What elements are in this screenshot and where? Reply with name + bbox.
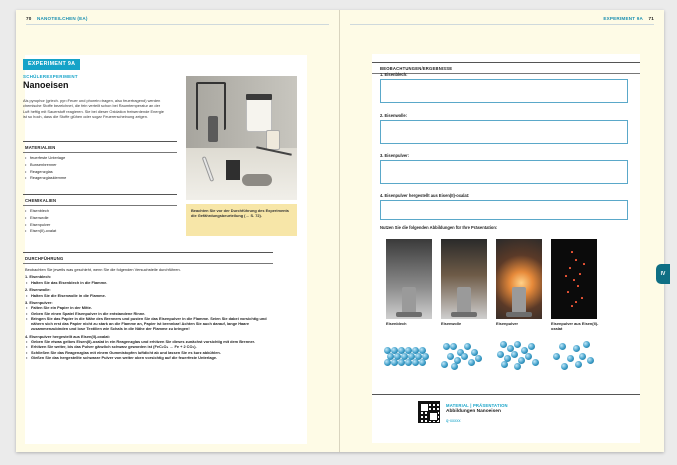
chemicals-box <box>23 194 177 235</box>
right-page-content <box>340 10 664 452</box>
molecule-dot <box>451 363 458 370</box>
molecule-dot <box>511 351 518 358</box>
molecule-dot <box>500 341 507 348</box>
list-item: • Eisen(II)-oxalat <box>25 228 177 235</box>
molecule-dot <box>419 359 426 366</box>
question-label: 1. Eisenblech: <box>380 72 408 77</box>
list-item: • Gießen Sie das hergestellte schwarze Pulver von weiter oben vorsichtig auf die feuerfeste Unterlage. <box>25 355 271 360</box>
molecule-dot <box>573 345 580 352</box>
molecule-dot <box>441 361 448 368</box>
iron-wool-shape <box>242 174 272 186</box>
chemicals-list <box>23 206 177 235</box>
list-item: • Bunsenbrenner <box>25 162 177 169</box>
list-item: • Eisenwolle <box>25 215 177 222</box>
image-caption: Eisenwolle <box>441 321 462 326</box>
list-item: • Erhitzen Sie weiter, bis das Pulver gänzlich schwarz geworden ist (FeC₂O₄ → Fe + 2 CO₂). <box>25 344 271 349</box>
molecule-cluster <box>549 339 599 369</box>
image-caption: Eisenpulver <box>496 321 519 326</box>
spark-dot <box>571 251 573 253</box>
materials-list <box>23 153 177 182</box>
list-item: • Eisenblech <box>25 208 177 215</box>
chapter-title-right: EXPERIMENT 9A <box>603 16 643 21</box>
step-label: 2. Eisenwolle: <box>25 287 51 293</box>
header-rule <box>26 24 329 25</box>
spark-dot <box>575 301 577 303</box>
left-page-header <box>26 16 88 21</box>
molecule-dot <box>468 359 475 366</box>
list-item: • Falten Sie ein Papier in der Mitte. <box>25 305 271 310</box>
molecule-dot <box>587 357 594 364</box>
list-item: • Halten Sie das Eisenblech in die Flamme. <box>25 280 271 285</box>
molecule-dot <box>583 341 590 348</box>
molecule-dot <box>464 343 471 350</box>
equipment-photo <box>186 76 297 200</box>
experiment-type: SCHÜLEREXPERIMENT <box>23 74 78 79</box>
observations-title: BEOBACHTUNGEN/ERGEBNISSE <box>372 63 640 74</box>
molecule-dot <box>559 343 566 350</box>
media-code-link[interactable]: q-xxxxx <box>446 418 461 423</box>
chemicals-title: CHEMIKALIEN <box>23 195 177 206</box>
list-item: • Geben Sie etwas gelbes Eisen(II)-oxalat in ein Reagenzglas und erhitzen Sie dieses zunächst vorsichtig mit dem Brenner. <box>25 339 271 344</box>
molecule-cluster <box>384 339 434 369</box>
qr-code-icon[interactable] <box>418 401 440 423</box>
photo-eisenpulver <box>496 239 542 319</box>
molecule-dot <box>384 359 391 366</box>
spark-dot <box>577 285 579 287</box>
procedure-lead: Beobachten Sie jeweils was geschieht, wenn Sie die folgenden Versuchsteile durchführen. <box>25 267 181 272</box>
spark-dot <box>575 259 577 261</box>
photo-eisenblech <box>386 239 432 319</box>
experiment-badge: EXPERIMENT 9A <box>23 59 80 70</box>
materials-title: MATERIALIEN <box>23 142 177 153</box>
molecule-dot <box>514 341 521 348</box>
list-item: • Reagenzglas <box>25 169 177 176</box>
molecule-dot <box>391 359 398 366</box>
spark-dot <box>569 267 571 269</box>
chapter-title: NANOTEILCHEN (EA) <box>37 16 88 21</box>
molecule-dot <box>532 359 539 366</box>
molecule-dot <box>561 363 568 370</box>
image-caption: Eisenblech <box>386 321 407 326</box>
molecule-cluster <box>439 339 489 369</box>
molecule-dot <box>443 343 450 350</box>
page-number-right: 71 <box>648 16 654 21</box>
molecule-dot <box>405 359 412 366</box>
list-item: • Halten Sie die Eisenwolle in die Flamme. <box>25 293 271 298</box>
spark-dot <box>583 263 585 265</box>
list-item: • feuerfeste Unterlage <box>25 155 177 162</box>
chemical-jar-shape <box>246 98 272 132</box>
media-kicker: MATERIAL | PRÄSENTATION <box>446 403 508 408</box>
media-title: Abbildungen Nanoeisen <box>446 409 501 414</box>
molecule-dot <box>528 343 535 350</box>
molecule-dot <box>553 353 560 360</box>
list-item: • Reagenzglasklemme <box>25 175 177 182</box>
question-label: 2. Eisenwolle: <box>380 113 408 118</box>
spark-dot <box>565 275 567 277</box>
answer-field[interactable] <box>380 160 628 184</box>
answer-field[interactable] <box>380 79 628 103</box>
answer-field[interactable] <box>380 200 628 220</box>
molecule-dot <box>398 359 405 366</box>
molecule-dot <box>412 359 419 366</box>
answer-field[interactable] <box>380 120 628 144</box>
molecule-dot <box>461 353 468 360</box>
procedure-box <box>23 252 273 361</box>
molecule-dot <box>575 361 582 368</box>
burner-shape <box>208 116 218 142</box>
intro-text: Als pyrophor (griech. pyr=Feuer und phorein=tragen, also feuertragend) werden chemische Stoffe bezeichnet, die fein verteilt schon bei Raumtemperatur an der Luft heftig mit Sauerstoff reagieren. Sie bei dieser Oxidation freiwerdende Energie ist so hoch, dass die Stoffe glühen oder sogar Feuererscheinung zeigen. <box>23 98 164 120</box>
experiment-title: Nanoeisen <box>23 80 69 90</box>
images-prompt: Nutzen Sie die folgenden Abbildungen für Ihre Präsentation: <box>380 225 498 230</box>
small-jar-shape <box>266 130 280 150</box>
molecule-dot <box>497 351 504 358</box>
safety-note: Beachten Sie vor der Durchführung des Experiments die Gefährdungsbeurteilung (→ S. 72). <box>186 204 297 236</box>
step-label: 4. Eisenpulver hergestellt aus Eisen(II)-oxalat: <box>25 333 110 339</box>
molecule-dot <box>567 355 574 362</box>
molecule-dot <box>514 363 521 370</box>
photo-eisenoxalat <box>551 239 597 319</box>
question-label: 4. Eisenpulver hergestellt aus Eisen(II)-oxalat: <box>380 193 470 198</box>
observations-box <box>372 62 640 74</box>
media-box <box>372 394 640 395</box>
page-number: 70 <box>26 16 32 21</box>
list-item: • Geben Sie einen Spatel Eisenpulver in die entstandene Rinne. <box>25 311 271 316</box>
question-label: 3. Eisenpulver: <box>380 153 410 158</box>
chapter-tab: IV <box>656 264 670 284</box>
materials-box <box>23 141 177 182</box>
photo-eisenwolle <box>441 239 487 319</box>
molecule-cluster <box>494 339 544 369</box>
step-label: 3. Eisenpulver: <box>25 299 53 305</box>
spark-dot <box>579 273 581 275</box>
molecule-dot <box>450 343 457 350</box>
molecule-dot <box>579 353 586 360</box>
spark-dot <box>567 291 569 293</box>
procedure-title: DURCHFÜHRUNG <box>23 253 273 264</box>
spark-dot <box>573 279 575 281</box>
list-item: • Schließen Sie das Reagenzglas mit einem Gummistopfen luftdicht ab und lassen Sie es kurz abkühlen. <box>25 350 271 355</box>
spark-dot <box>581 297 583 299</box>
image-caption: Eisenpulver aus Eisen(II)-oxalat <box>551 321 599 331</box>
iron-plate-shape <box>226 160 240 180</box>
molecule-dot <box>501 361 508 368</box>
molecule-dot <box>525 353 532 360</box>
spark-dot <box>571 305 573 307</box>
list-item: • Bringen Sie das Papier in die Nähe des Brenners und pusten Sie das Eisenpulver in die Flamme. Seien Sie dabei vorsichtig und nähern sich erst das Papier nicht zu stark an die Flamme an, Papier ist brennbar! Achten Sie auch darauf, lange Haare zusammenzubinden und lose Textilien wie Schals in die Nähe der Flamme zu bringen! <box>25 316 271 332</box>
list-item: • Eisenpulver <box>25 222 177 229</box>
molecule-dot <box>475 355 482 362</box>
molecule-dot <box>447 353 454 360</box>
step-label: 1. Eisenblech: <box>25 274 52 280</box>
